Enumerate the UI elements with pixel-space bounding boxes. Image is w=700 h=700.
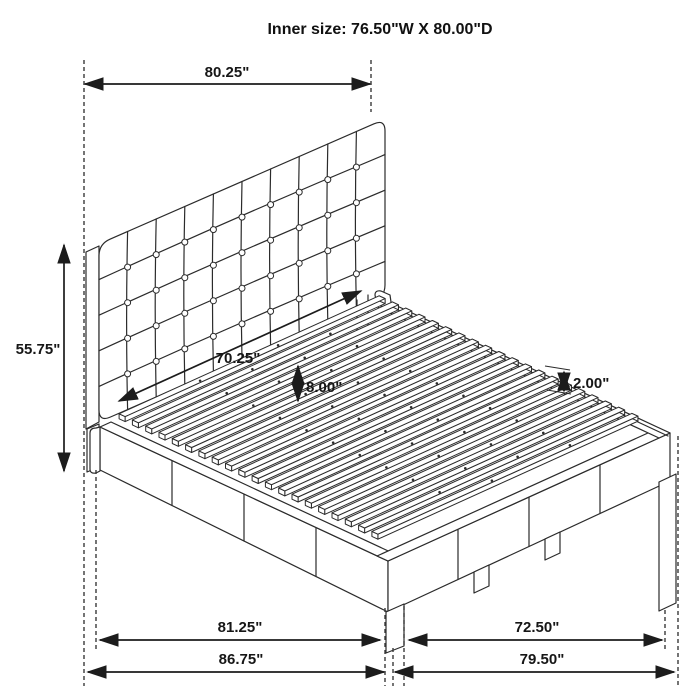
- dimension-label-base-width: 81.25": [217, 619, 263, 636]
- dimension-base-width: [100, 619, 380, 640]
- foot-right-leg: [659, 474, 676, 611]
- dimension-label-slat-height: 2.00": [573, 375, 610, 392]
- dimension-label-frame-height: 8.00": [306, 379, 343, 396]
- dimension-label-headboard-height: 55.75": [15, 341, 61, 358]
- dimension-overall-depth: [395, 651, 674, 672]
- left-rail-head-cap: [90, 427, 100, 473]
- foot-left-leg: [386, 604, 404, 653]
- dimension-base-depth: [409, 619, 662, 640]
- dimension-headboard-height: [16, 245, 64, 471]
- dimension-headboard-width: [85, 64, 370, 84]
- dimension-label-overall-depth: 79.50": [519, 651, 565, 668]
- diagram-title: Inner size: 76.50"W X 80.00"D: [267, 21, 493, 38]
- dimension-overall-width: [88, 651, 384, 672]
- dimension-label-overall-width: 86.75": [218, 651, 264, 668]
- dimension-label-inner-width: 70.25": [215, 350, 261, 367]
- dimension-label-headboard-width: 80.25": [204, 64, 250, 81]
- dimension-label-base-depth: 72.50": [514, 619, 560, 636]
